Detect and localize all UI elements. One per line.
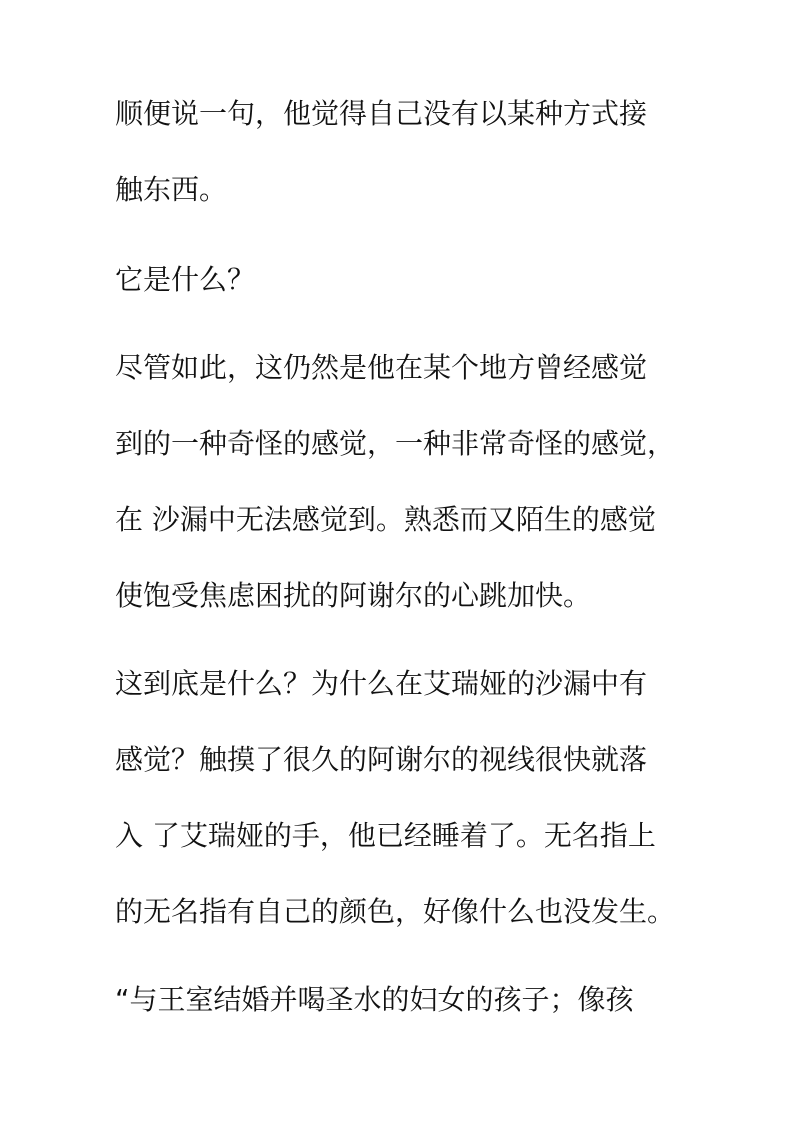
- text-line: 感觉？触摸了很久的阿谢尔的视线很快就落: [115, 743, 648, 776]
- text-line: 到的一种奇怪的感觉，一种非常奇怪的感觉，: [115, 427, 676, 460]
- text-line: “与王室结婚并喝圣水的妇女的孩子；像孩: [115, 983, 634, 1016]
- text-line: 顺便说一句，他觉得自己没有以某种方式接: [115, 97, 648, 130]
- text-line: 这到底是什么？为什么在艾瑞娅的沙漏中有: [115, 667, 648, 700]
- text-line: 它是什么？: [115, 263, 256, 296]
- paragraph-2: [115, 242, 685, 318]
- text-line: 尽管如此，这仍然是他在某个地方曾经感觉: [115, 351, 648, 384]
- paragraph-1: [115, 76, 685, 228]
- text-line: 的无名指有自己的颜色，好像什么也没发生。: [115, 895, 676, 928]
- paragraph-4: [115, 646, 685, 950]
- text-line: 触东西。: [115, 173, 228, 206]
- paragraph-3: [115, 330, 685, 634]
- paragraph-5: [115, 962, 685, 1038]
- text-line: 在 沙漏中无法感觉到。熟悉而又陌生的感觉: [115, 503, 656, 536]
- text-line: 入 了艾瑞娅的手，他已经睡着了。无名指上: [115, 819, 656, 852]
- text-line: 使饱受焦虑困扰的阿谢尔的心跳加快。: [115, 579, 592, 612]
